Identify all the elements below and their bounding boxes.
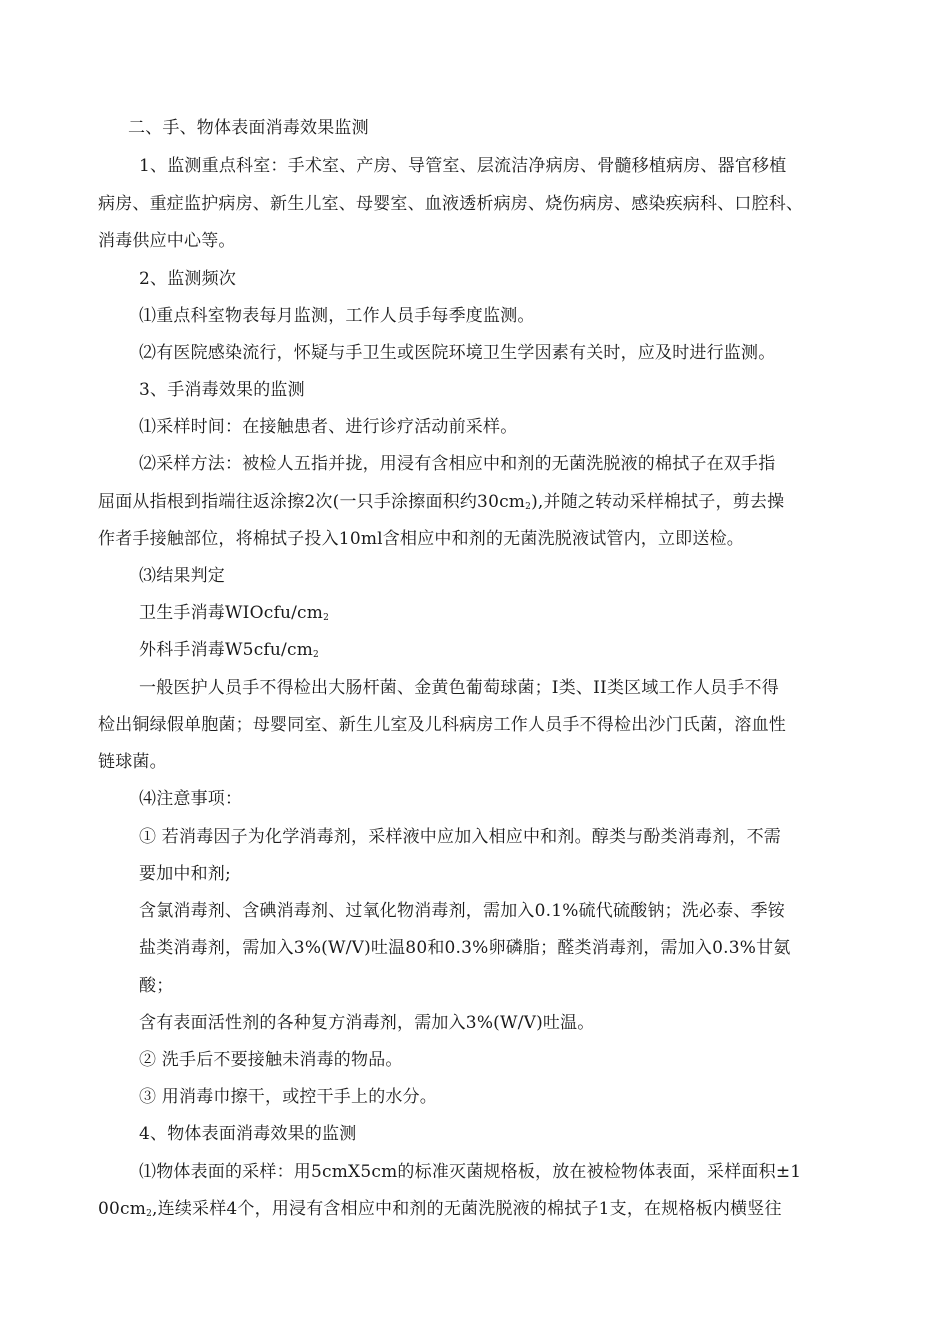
paragraph-line: ⑷注意事项： [139,789,243,809]
paragraph-line [98,1198,782,1225]
paragraph-line: 检出铜绿假单胞菌；母婴同室、新生儿室及儿科病房工作人员手不得检出沙门氏菌，溶血性 [98,715,786,735]
line-text: 00cm [98,1199,147,1219]
paragraph-line: ⑵有医院感染流行，怀疑与手卫生或医院环境卫生学因素有关时，应及时进行监测。 [139,343,776,363]
subscript: 2 [146,1209,153,1219]
subscript: 2 [323,613,329,623]
subheading: 3、手消毒效果的监测 [139,380,305,400]
paragraph-line: 含有表面活性剂的各种复方消毒剂，需加入3%(W/V)吐温。 [139,1013,595,1033]
subscript: 2 [313,650,319,660]
line-text: 屈面从指根到指端往返涂擦2次(一只手涂擦面积约30cm [98,492,526,512]
paragraph-line [98,491,784,518]
paragraph-line: 作者手接触部位，将棉拭子投入10ml含相应中和剂的无菌洗脱液试管内，立即送检。 [98,529,744,549]
paragraph-line: ③ 用消毒巾擦干，或控干手上的水分。 [139,1087,438,1107]
paragraph-line: ⑶结果判定 [139,566,225,586]
paragraph-line: ② 洗手后不要接触未消毒的物品。 [139,1050,403,1070]
subscript: 2 [525,502,532,512]
paragraph-line: 盐类消毒剂，需加入3%(W/V)吐温80和0.3%卵磷脂；醛类消毒剂，需加入0.3%甘氨 [139,938,791,958]
paragraph-line: ⑴采样时间：在接触患者、进行诊疗活动前采样。 [139,417,518,437]
subheading: 4、物体表面消毒效果的监测 [139,1124,357,1144]
paragraph-line: 1、监测重点科室：手术室、产房、导管室、层流洁净病房、骨髓移植病房、器官移植 [139,156,787,176]
line-text: ),并随之转动采样棉拭子，剪去操 [531,492,785,512]
paragraph-line [139,639,319,666]
subheading: 2、监测频次 [139,269,237,289]
paragraph-line: 含氯消毒剂、含碘消毒剂、过氧化物消毒剂，需加入0.1%硫代硫酸钠；洗必泰、季铵 [139,901,785,921]
line-text: 卫生手消毒WIOcfu/cm [139,603,324,623]
paragraph-line: ⑴重点科室物表每月监测，工作人员手每季度监测。 [139,306,535,326]
section-heading: 二、手、物体表面消毒效果监测 [128,118,369,138]
line-text: 外科手消毒W5cfu/cm [139,640,314,660]
paragraph-line: 病房、重症监护病房、新生儿室、母婴室、血液透析病房、烧伤病房、感染疾病科、口腔科、 [98,194,804,214]
paragraph-line: 要加中和剂; [139,864,231,884]
paragraph-line: ⑵采样方法：被检人五指并拢，用浸有含相应中和剂的无菌洗脱液的棉拭子在双手指 [139,454,776,474]
paragraph-line: 链球菌。 [98,752,167,772]
paragraph-line: ① 若消毒因子为化学消毒剂，采样液中应加入相应中和剂。醇类与酚类消毒剂，不需 [139,827,782,847]
paragraph-line: ⑴物体表面的采样：用5cmX5cm的标准灭菌规格板，放在被检物体表面，采样面积±1 [139,1162,802,1182]
paragraph-line [139,602,329,629]
line-text: ,连续采样4个，用浸有含相应中和剂的无菌洗脱液的棉拭子1支，在规格板内横竖往 [152,1199,782,1219]
paragraph-line: 消毒供应中心等。 [98,231,236,251]
paragraph-line: 酸； [139,976,174,996]
paragraph-line: 一般医护人员手不得检出大肠杆菌、金黄色葡萄球菌；I类、II类区域工作人员手不得 [139,678,779,698]
